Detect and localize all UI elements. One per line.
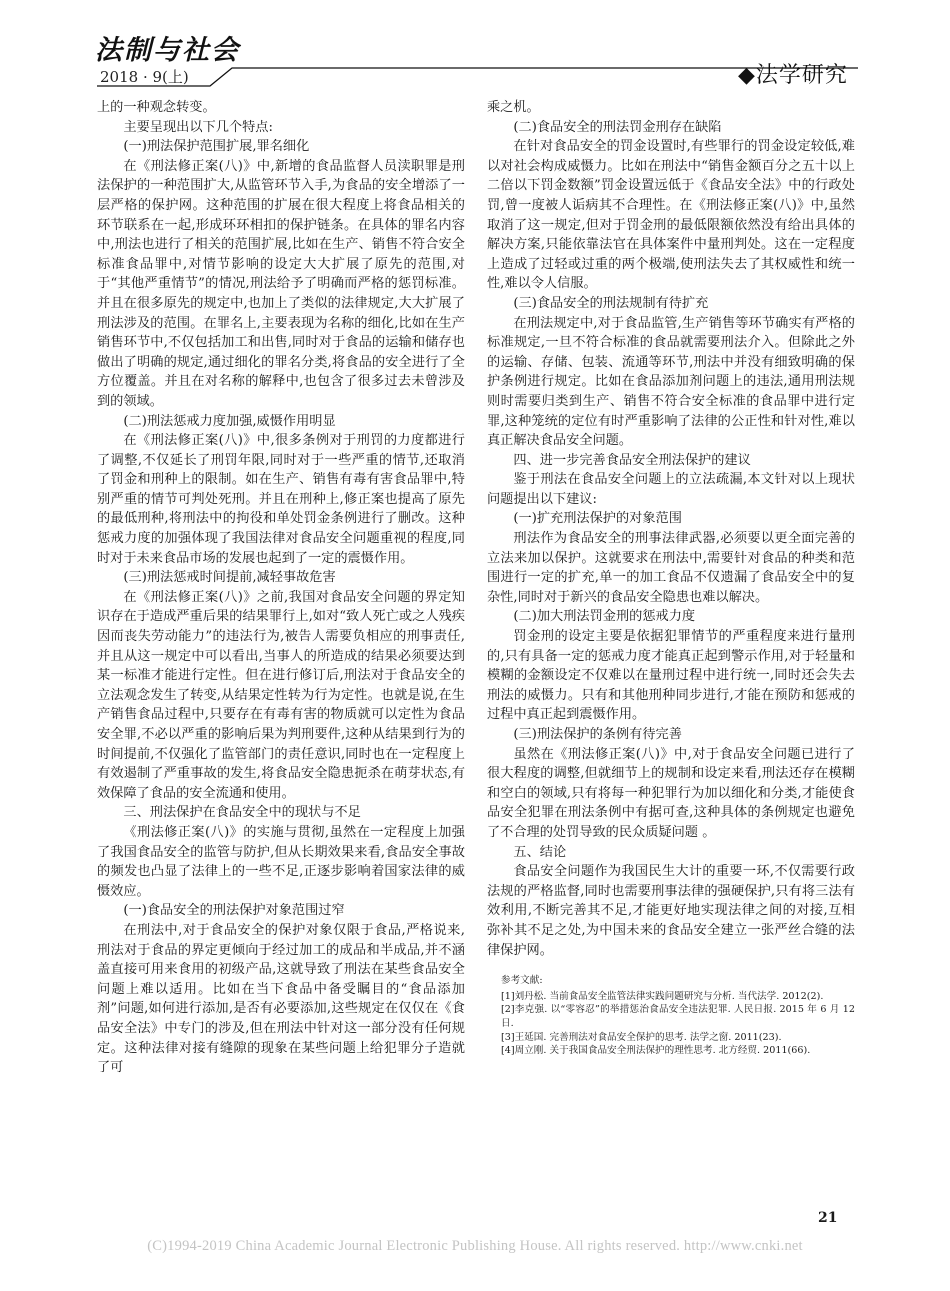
right-column-paragraph: (二)食品安全的刑法罚金刑存在缺陷 [513, 119, 722, 135]
right-column-paragraph: 食品安全问题作为我国民生大计的重要一环,不仅需要行政法规的严格监督,同时也需要刑事法律的强硬保护,只有将三法有效利用,不断完善其不足,才能更好地实现法律之间的对接,互相弥补其不足之处,为中国未来的食品安全建立一张严丝合缝的法律保护网。 [487, 864, 855, 958]
reference-item: [3]王延国. 完善刑法对食品安全保护的思考. 法学之窗. 2011(23). [501, 1031, 782, 1043]
left-column-paragraph: 在《刑法修正案(八)》中,新增的食品监督人员渎职罪是刑法保护的一种范围扩大,从监管环节入手,为食品的安全增添了一层严格的保护网。这种范围的扩展在很大程度上将食品相关的环节联系在一起,形成环环相扣的保护链条。在具体的罪名内容中,刑法也进行了相关的范围扩展,比如在生产、销售不符合安全标准食品罪中,对情节影响的设定大大扩展了原先的范围,对于“其他严重情节”的情况,刑法给予了明确而严格的惩罚标准。并且在很多原先的规定中,也加上了类似的法律规定,大大扩展了刑法涉及的范围。在罪名上,主要表现为名称的细化,比如在生产销售环节中,不仅包括加工和出售,同时对于食品的运输和储存也做出了明确的规定,通过细化的罪名分类,将食品的安全进行了全方位覆盖。并且在对名称的解释中,也包含了很多过去未曾涉及到的领域。 [97, 158, 465, 409]
page-number: 21 [818, 1210, 838, 1226]
left-column-paragraph: 在《刑法修正案(八)》中,很多条例对于刑罚的力度都进行了调整,不仅延长了刑罚年限,同时对于一些严重的情节,还取消了罚金和刑种上的限制。如在生产、销售有毒有害食品罪中,特别严重的情节可判处死刑。并且在刑种上,修正案也提高了原先的最低刑种,将刑法中的拘役和单处罚金条例进行了删改。这种惩戒力度的加强体现了我国法律对食品安全问题重视的程度,同时对于未来食品市场的发展也起到了一定的震慑作用。 [97, 433, 465, 566]
reference-list [487, 990, 855, 1058]
left-column-paragraph: 在《刑法修正案(八)》之前,我国对食品安全问题的界定知识存在于造成严重后果的结果罪行上,如对“致人死亡或之人残疾因而丧失劳动能力”的违法行为,被告人需要负相应的刑事责任,并且从这一规定中可以看出,当事人的所造成的结果必须要达到某一标准才能进行定性。但在进行修订后,刑法对于食品安全的立法观念发生了转变,从结果定性转为行为定性。也就是说,在生产销售食品过程中,只要存在有毒有害的物质就可以定性为食品安全罪,不必以严重的影响后果为判刑要件,这种从结果到行为的时间提前,不仅强化了监管部门的责任意识,同时也在一定程度上有效遏制了严重事故的发生,将食品安全隐患扼杀在萌芽状态,有效保障了食品的安全流通和使用。 [97, 589, 465, 801]
left-column-paragraph: 主要呈现出以下几个特点: [123, 119, 273, 135]
right-column-paragraph: (三)刑法保护的条例有待完善 [513, 727, 682, 742]
copyright-footer: (C)1994-2019 China Academic Journal Electronic Publishing House. All rights reserved. http://www.cnki.net [147, 1238, 803, 1254]
right-column-paragraph: 四、进一步完善食品安全刑法保护的建议 [513, 452, 751, 468]
left-column-paragraph: 三、刑法保护在食品安全中的现状与不足 [123, 805, 361, 821]
right-column-paragraph: 刑法作为食品安全的刑事法律武器,必须要以更全面完善的立法来加以保护。这就要求在刑法中,需要针对食品的种类和范围进行一定的扩充,单一的加工食品不仅遗漏了食品安全中的复杂性,同时对于新兴的食品安全隐患也难以解决。 [487, 531, 855, 605]
right-column-paragraph: 乘之机。 [487, 100, 540, 115]
references-title: 参考文献: [501, 975, 543, 987]
reference-item: [4]周立刚. 关于我国食品安全刑法保护的理性思考. 北方经贸. 2011(66). [501, 1045, 811, 1057]
reference-item: [1]刘丹松. 当前食品安全监管法律实践问题研究与分析. 当代法学. 2012(2). [501, 990, 824, 1002]
section-tag: ◆法学研究 [738, 63, 848, 88]
right-column [487, 98, 855, 1058]
right-column-paragraph: 在刑法规定中,对于食品监管,生产销售等环节确实有严格的标准规定,一旦不符合标准的食品就需要刑法介入。但除此之外的运输、存储、包装、流通等环节,刑法中并没有细致明确的保护条例进行规定。比如在食品添加剂问题上的违法,通用刑法规则时需要归类到生产、销售不符合安全标准的食品罪中进行定罪,这种笼统的定位有时严重影响了法律的公正性和针对性,难以真正解决食品安全问题。 [487, 315, 855, 449]
right-column-body [487, 98, 855, 960]
page-header [0, 0, 950, 95]
left-column-paragraph: 在刑法中,对于食品安全的保护对象仅限于食品,严格说来,刑法对于食品的界定更倾向于经过加工的成品和半成品,并不涵盖直接可用来食用的初级产品,这就导致了刑法在某些食品安全问题上难以适用。比如在当下食品中备受瞩目的“食品添加剂”问题,如何进行添加,是否有必要添加,这些规定在仅仅在《食品安全法》中专门的涉及,但在刑法中针对这一部分没有任何规定。这种法律对接有缝隙的现象在某些问题上给犯罪分子造就了可 [97, 922, 465, 1076]
references [487, 974, 855, 1058]
left-column-paragraph: (一)刑法保护范围扩展,罪名细化 [123, 139, 310, 155]
right-column-paragraph: (二)加大刑法罚金刑的惩戒力度 [513, 609, 696, 625]
right-column-paragraph: (三)食品安全的刑法规制有待扩充 [513, 295, 709, 311]
right-column-paragraph: 虽然在《刑法修正案(八)》中,对于食品安全问题已进行了很大程度的调整,但就细节上的规制和设定来看,刑法还存在模糊和空白的领域,只有将每一种犯罪行为加以细化和分类,才能使食品安全犯罪在刑法条例中有据可查,这种具体的条例规定也避免了不合理的处罚导致的民众质疑问题 。 [487, 746, 855, 840]
left-column [97, 98, 465, 1078]
right-column-paragraph: (一)扩充刑法保护的对象范围 [513, 511, 682, 527]
left-column-paragraph: (二)刑法惩戒力度加强,威慑作用明显 [123, 413, 336, 429]
left-column-paragraph: (三)刑法惩戒时间提前,减轻事故危害 [123, 570, 336, 586]
journal-logo: 法制与社会 [95, 35, 240, 66]
right-column-paragraph: 鉴于刑法在食品安全问题上的立法疏漏,本文针对以上现状问题提出以下建议: [487, 472, 855, 507]
right-column-paragraph: 在针对食品安全的罚金设置时,有些罪行的罚金设定较低,难以对社会构成威慑力。比如在刑法中“销售金额百分之五十以上二倍以下罚金数额”罚金设置远低于《食品安全法》中的行政处罚,曾一度被人诟病其不合理性。在《刑法修正案(八)》中,虽然取消了这一规定,但对于罚金刑的最低限额依然没有给出具体的解决方案,只能依靠法官在具体案件中量刑判处。这在一定程度上造成了过轻或过重的两个极端,使刑法失去了其权威性和统一性,难以令人信服。 [487, 139, 855, 292]
right-column-paragraph: 五、结论 [513, 844, 567, 860]
right-column-paragraph: 罚金刑的设定主要是依据犯罪情节的严重程度来进行量刑的,只有具备一定的惩戒力度才能真正起到警示作用,对于轻量和模糊的金额设定不仅难以在量刑过程中进行统一,同时还会失去刑法的威慑力。只有和其他刑种同步进行,才能在预防和惩戒的过程中真正起到震慑作用。 [487, 629, 855, 723]
left-column-paragraph: 《刑法修正案(八)》的实施与贯彻,虽然在一定程度上加强了我国食品安全的监管与防护,但从长期效果来看,食品安全事故的频发也凸显了法律上的一些不足,正逐步影响着国家法律的威慑效应。 [97, 824, 465, 899]
left-column-paragraph: (一)食品安全的刑法保护对象范围过窄 [123, 903, 345, 919]
left-column-paragraph: 上的一种观念转变。 [97, 100, 216, 115]
reference-item: [2]李克强. 以“零容忍”的举措惩治食品安全违法犯罪. 人民日报. 2015 年 6 月 12 日. [501, 1004, 855, 1029]
issue-label: 2018 · 9(上) [100, 68, 189, 86]
